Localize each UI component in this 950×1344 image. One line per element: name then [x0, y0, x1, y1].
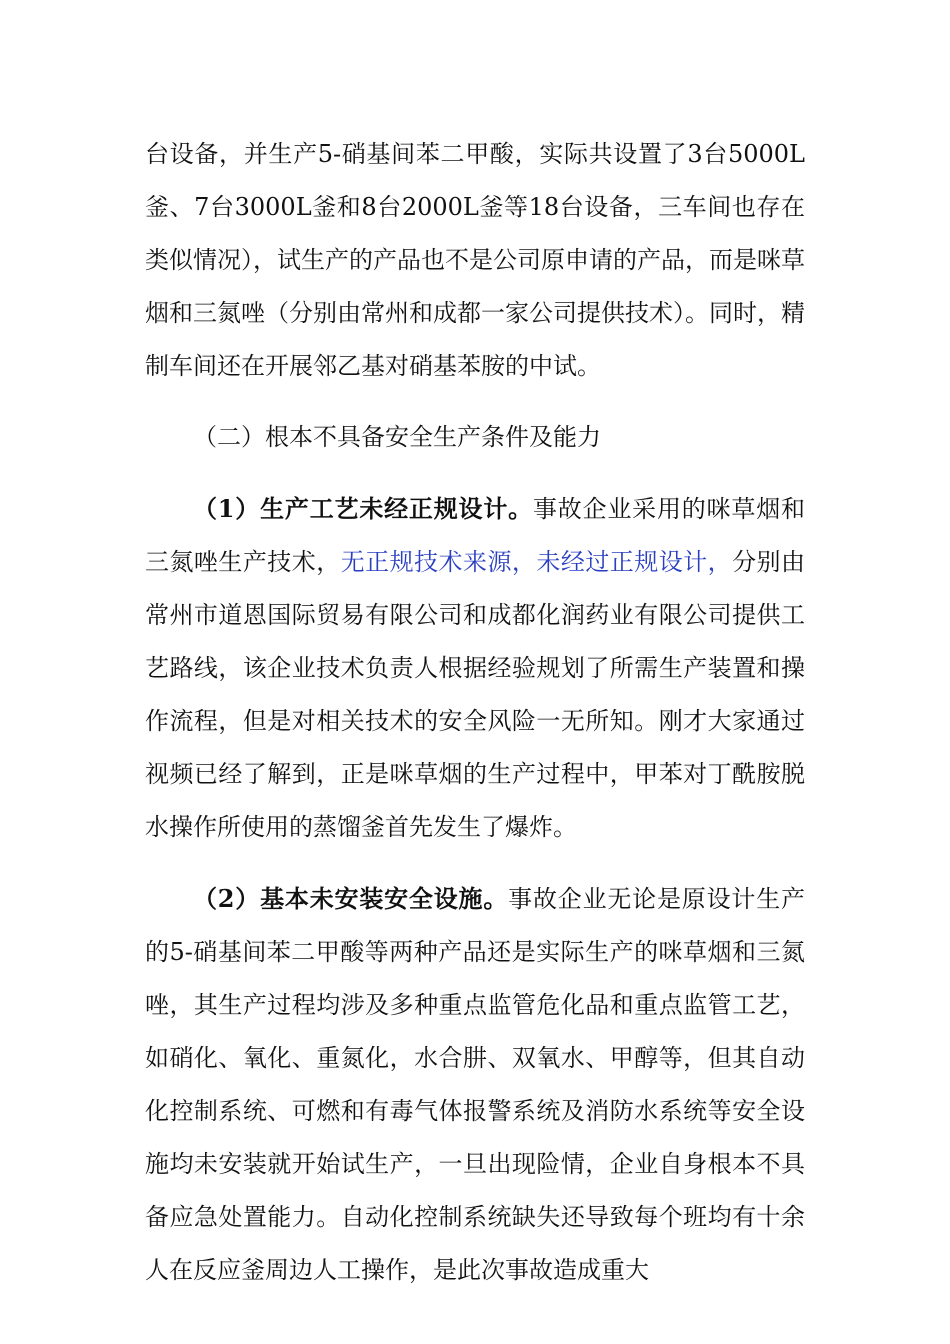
- paragraph-heading-process-design: （1）生产工艺未经正规设计。: [193, 494, 533, 523]
- paragraph-production-overview: 台设备，并生产5-硝基间苯二甲酸，实际共设置了3台5000L釜、7台3000L釜和8台2000L釜等18台设备，三车间也存在类似情况），试生产的产品也不是公司原申请的产品，而是咪草烟和三氮唑（分别由常州和成都一家公司提供技术）。同时，精制车间还在开展邻乙基对硝基苯胺的中试。: [145, 140, 805, 380]
- paragraph-text: 事故企业采用的咪草烟和三氮唑生产技术，: [145, 495, 806, 576]
- document-page: [145, 128, 805, 1297]
- highlighted-text: 无正规技术来源，未经过正规设计，: [340, 548, 733, 576]
- paragraph-text: 事故企业无论是原设计生产的5-硝基间苯二甲酸等两种产品还是实际生产的咪草烟和三氮唑，其生产过程均涉及多种重点监管危化品和重点监管工艺，如硝化、氧化、重氮化，水合肼、双氧水、甲醇等，但其自动化控制系统、可燃和有毒气体报警系统及消防水系统等安全设施均未安装就开始试生产，一旦出现险情，企业自身根本不具备应急处置能力。自动化控制系统缺失还导致每个班均有十余人在反应釜周边人工操作，是此次事故造成重大: [145, 885, 805, 1284]
- paragraph-process-design: [145, 482, 805, 854]
- paragraph-heading-safety-facilities: （2）基本未安装安全设施。: [193, 884, 509, 913]
- section-heading-safety-conditions: （二）根本不具备安全生产条件及能力: [193, 423, 601, 451]
- paragraph-safety-facilities: [145, 872, 805, 1297]
- paragraph-text: 分别由常州市道恩国际贸易有限公司和成都化润药业有限公司提供工艺路线，该企业技术负责人根据经验规划了所需生产装置和操作流程，但是对相关技术的安全风险一无所知。刚才大家通过视频已经了解到，正是咪草烟的生产过程中，甲苯对丁酰胺脱水操作所使用的蒸馏釜首先发生了爆炸。: [145, 548, 806, 841]
